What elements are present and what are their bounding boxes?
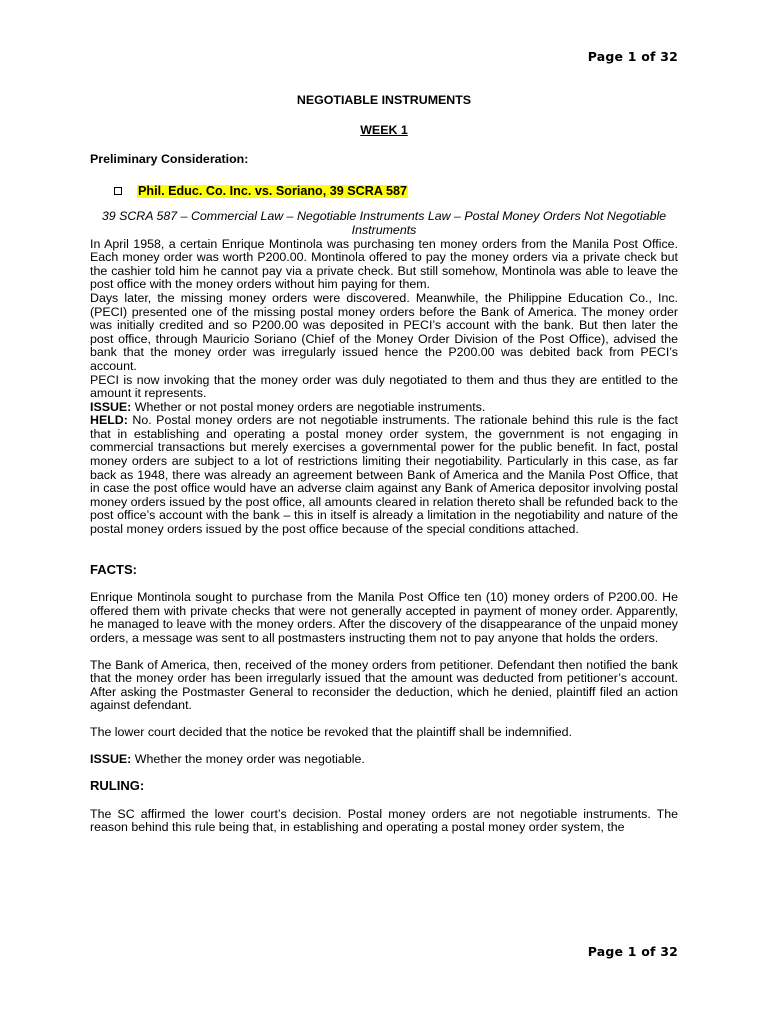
- ruling-paragraph-1: The SC affirmed the lower court’s decision. Postal money orders are not negotiable instruments. The reason behind this rule being that, in establishing and operating a postal money order system, the: [90, 806, 678, 835]
- week-heading: WEEK 1: [360, 122, 408, 137]
- held-text: No. Postal money orders are not negotiable instruments. The rationale behind this rule is the fact that in establishing and operating a postal money order system, the government is not engaging in commercial transactions but merely exercises a governmental power for the public benefit. In fact, postal money orders are subject to a lot of restrictions limiting their negotiability. Particularly in this case, as far back as 1948, there was already an agreement between Bank of America and the Manila Post Office, that in case the post office would have an adverse claim against any Bank of America depositor involving postal money orders issued by the post office, all amounts cleared in relation thereto shall be refunded back to the post office’s account with the bank – this in itself is already a limitation in the negotiability and nature of the postal money orders issued by the post office because of the special conditions attached.: [90, 413, 678, 537]
- digest-paragraph-1: In April 1958, a certain Enrique Montinola was purchasing ten money orders from the Manila Post Office. Each money order was worth P200.00. Montinola offered to pay the money orders via a private check but the cashier told him he cannot pay via a private check. But still somehow, Montinola was able to leave the post office with the money orders without him paying for them.: [90, 236, 678, 292]
- digest-issue: [90, 401, 678, 415]
- issue-text: Whether or not postal money orders are negotiable instruments.: [131, 399, 486, 414]
- digest-held: [90, 414, 678, 536]
- section-label: Preliminary Consideration:: [90, 152, 249, 167]
- case-title: Phil. Educ. Co. Inc. vs. Soriano, 39 SCRA 587: [138, 183, 407, 198]
- facts-issue: [90, 753, 678, 767]
- facts-paragraph-3: The lower court decided that the notice be revoked that the plaintiff shall be indemnified.: [90, 724, 572, 739]
- facts-issue-text: Whether the money order was negotiable.: [131, 751, 365, 766]
- issue-label: ISSUE:: [90, 399, 132, 414]
- ruling-heading: RULING:: [90, 778, 145, 794]
- held-label: HELD:: [90, 413, 128, 428]
- page-number-footer: Page 1 of 32: [587, 944, 678, 959]
- case-bullet: [90, 185, 678, 199]
- square-bullet-icon: [114, 187, 123, 196]
- facts-heading: FACTS:: [90, 561, 137, 577]
- facts-issue-label: ISSUE:: [90, 751, 132, 766]
- facts-paragraph-1: Enrique Montinola sought to purchase from the Manila Post Office ten (10) money orders of P200.00. He offered them with private checks that were not generally accepted in payment of money order. Apparently, he managed to leave with the money orders. After the discovery of the disappearance of the unpaid money orders, a message was sent to all postmasters instructing them not to pay anyone that holds the orders.: [90, 590, 678, 645]
- document-body: [90, 94, 678, 835]
- document-title: NEGOTIABLE INSTRUMENTS: [296, 93, 472, 107]
- digest-paragraph-3: PECI is now invoking that the money order was duly negotiated to them and thus they are entitled to the amount it represents.: [90, 372, 678, 401]
- case-subtitle: 39 SCRA 587 – Commercial Law – Negotiable Instruments Law – Postal Money Orders Not Negotiable Instruments: [101, 209, 667, 237]
- digest-paragraph-2: Days later, the missing money orders were discovered. Meanwhile, the Philippine Education Co., Inc. (PECI) presented one of the missing postal money orders before the Bank of America. The money order was initially credited and so P200.00 was deposited in PECI’s account with the bank. But then later the post office, through Mauricio Soriano (Chief of the Money Order Division of the Post Office), advised the bank that the money order was irregularly issued hence the P200.00 was debited back from PECI’s account.: [90, 290, 678, 373]
- facts-paragraph-2: The Bank of America, then, received of the money orders from petitioner. Defendant then notified the bank that the money order has been irregularly issued that the amount was deducted from petitioner’s account. After asking the Postmaster General to reconsider the deduction, which he denied, plaintiff filed an action against defendant.: [90, 657, 678, 713]
- page-number-header: Page 1 of 32: [587, 49, 678, 64]
